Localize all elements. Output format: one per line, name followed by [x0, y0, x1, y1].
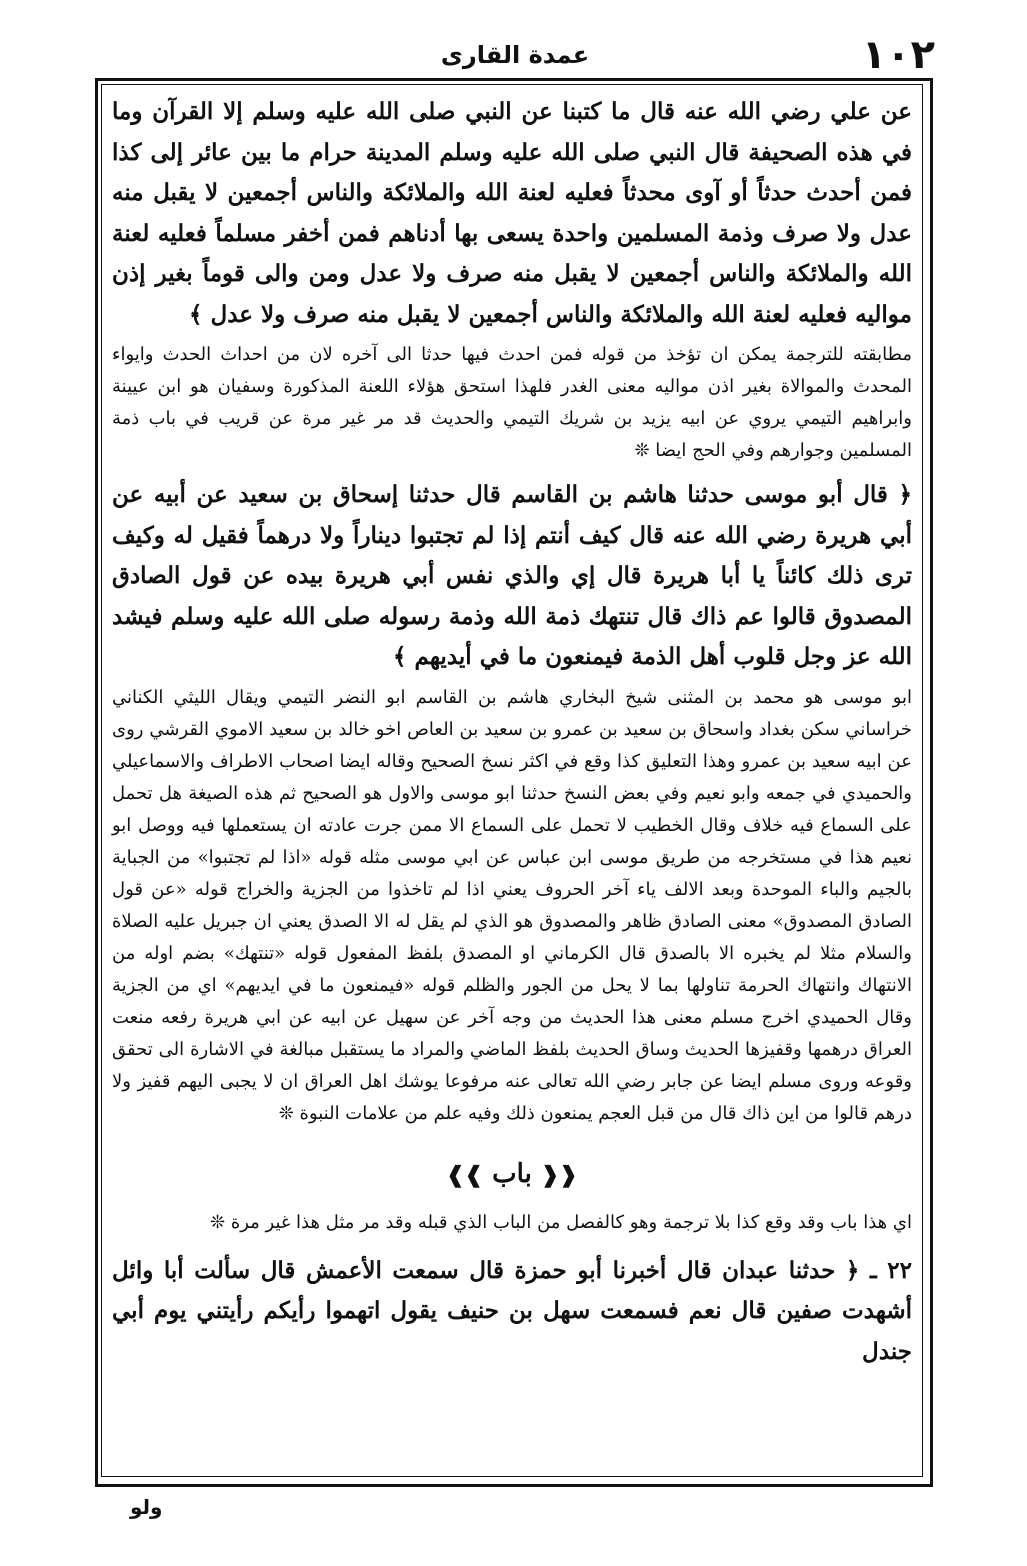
hadith-text-block	[112, 475, 912, 678]
running-title: عمدة القارى	[440, 41, 590, 69]
hadith-paragraph: عن علي رضي الله عنه قال ما كتبنا عن النبي صلى الله عليه وسلم إلا القرآن وما في هذه الصحيفة قال النبي صلى الله عليه وسلم المدينة حرام ما بين عائر إلى كذا فمن أحدث حدثاً أو آوى محدثاً فعليه لعنة الله والملائكة والناس أجمعين لا يقبل منه عدل ولا صرف وذمة المسلمين واحدة يسعى بها أدناهم فمن أخفر مسلماً فعليه لعنة الله والملائكة والناس أجمعين لا يقبل منه صرف ولا عدل ومن والى قوماً بغير إذن مواليه فعليه لعنة الله والملائكة والناس أجمعين لا يقبل منه صرف ولا عدل ﴾	[112, 98, 912, 328]
hadith-paragraph: ٢٢ ـ ﴿ حدثنا عبدان قال أخبرنا أبو حمزة قال سمعت الأعمش قال سألت أبا وائل أشهدت صفين قال نعم فسمعت سهل بن حنيف يقول اتهموا رأيكم رأيتني يوم أبي جندل	[112, 1256, 912, 1365]
chapter-heading	[112, 1144, 912, 1205]
commentary-paragraph: ابو موسى هو محمد بن المثنى شيخ البخاري هاشم بن القاسم ابو النضر التيمي ويقال الليثي الكناني خراساني سكن بغداد واسحاق بن سعيد بن عمرو بن سعيد بن العاص اخو خالد بن سعيد الاموي القرشي روى عن ابيه سعيد بن عمرو وهذا التعليق كذا وقع في اكثر نسخ الصحيح وقاله ايضا اصحاب الاطراف والاسماعيلي والحميدي في جمعه وابو نعيم وفي بعض النسخ حدثنا ابو موسى والاول هو الصحيح ثم هذه الصيغة هل تحمل على السماع فيه خلاف وقال الخطيب لا تحمل على السماع الا ممن جرت عادته ان يستعملها فيه ووصل ابو نعيم هذا في مستخرجه من طريق موسى ابن عباس عن ابي موسى مثله قوله «اذا لم تجتبوا» من الجباية بالجيم والباء الموحدة وبعد الالف ياء آخر الحروف يعني اذا لم تاخذوا من الجزية والخراج قوله «عن قول الصادق المصدوق» معنى الصادق ظاهر والمصدوق هو الذي لم يقل له الا الصدق يعني ان جبريل عليه الصلاة والسلام مثلا لم يخبره الا بالصدق قال الكرماني او المصدق بلفظ المفعول قوله «تنتهك» بضم اوله من الانتهاك وانتهاك الحرمة تناولها بما لا يحل من الجور والظلم قوله «فيمنعون ما في ايديهم» اي من الجزية وقال الحميدي اخرج مسلم معنى هذا الحديث من وجه آخر عن سهيل عن ابيه عن ابي هريرة رفعه منعت العراق درهمها وقفيزها الحديث وساق الحديث بلفظ الماضي والمراد ما يستقبل مبالغة في الاشارة الى تحقق وقوعه وروى مسلم ايضا عن جابر رضي الله تعالى عنه مرفوعا يوشك اهل العراق ان لا يجبى اليهم قفيز ولا درهم قالوا من اين ذاك قال من قبل العجم يمنعون ذلك وفيه علم من علامات النبوة ❊	[112, 686, 913, 1124]
chapter-note: اي هذا باب وقد وقع كذا بلا ترجمة وهو كالفصل من الباب الذي قبله وقد مر مثل هذا غير مرة ❊	[210, 1211, 912, 1233]
catchword: ولو	[130, 1495, 163, 1519]
ornament-left: ❱❱	[446, 1161, 484, 1188]
commentary-paragraph: مطابقته للترجمة يمكن ان تؤخذ من قوله فمن احدث فيها حدثا الى آخره لان من احداث الحدث وايواء المحدث والموالاة بغير اذن مواليه معنى الغدر فلهذا استحق هؤلاء اللعنة المذكورة وسفيان هو ابن عيينة وابراهيم التيمي يروي عن ابيه يزيد بن شريك التيمي والحديث قد مر غير مرة عن قريب في باب ذمة المسلمين وجوارهم وفي الحج ايضا ❊	[112, 344, 912, 461]
page-number: ١٠٢	[861, 32, 935, 78]
page-header	[95, 30, 935, 80]
hadith-text-block	[112, 92, 912, 335]
page-body	[112, 92, 912, 1372]
commentary-text-block	[112, 339, 912, 467]
chapter-title: باب	[492, 1158, 532, 1189]
hadith-text-block	[112, 1251, 912, 1373]
ornament-right: ❰❰	[540, 1161, 578, 1188]
commentary-text-block	[112, 682, 912, 1130]
hadith-paragraph: ﴿ قال أبو موسى حدثنا هاشم بن القاسم قال حدثنا إسحاق بن سعيد عن أبيه عن أبي هريرة رضي الله عنه قال كيف أنتم إذا لم تجتبوا ديناراً ولا درهماً فقيل له وكيف ترى ذلك كائناً يا أبا هريرة قال إي والذي نفس أبي هريرة بيده عن قول الصادق المصدوق قالوا عم ذاك قال تنتهك ذمة الله وذمة رسوله صلى الله عليه وسلم فيشد الله عز وجل قلوب أهل الذمة فيمنعون ما في أيديهم ﴾	[112, 481, 912, 670]
